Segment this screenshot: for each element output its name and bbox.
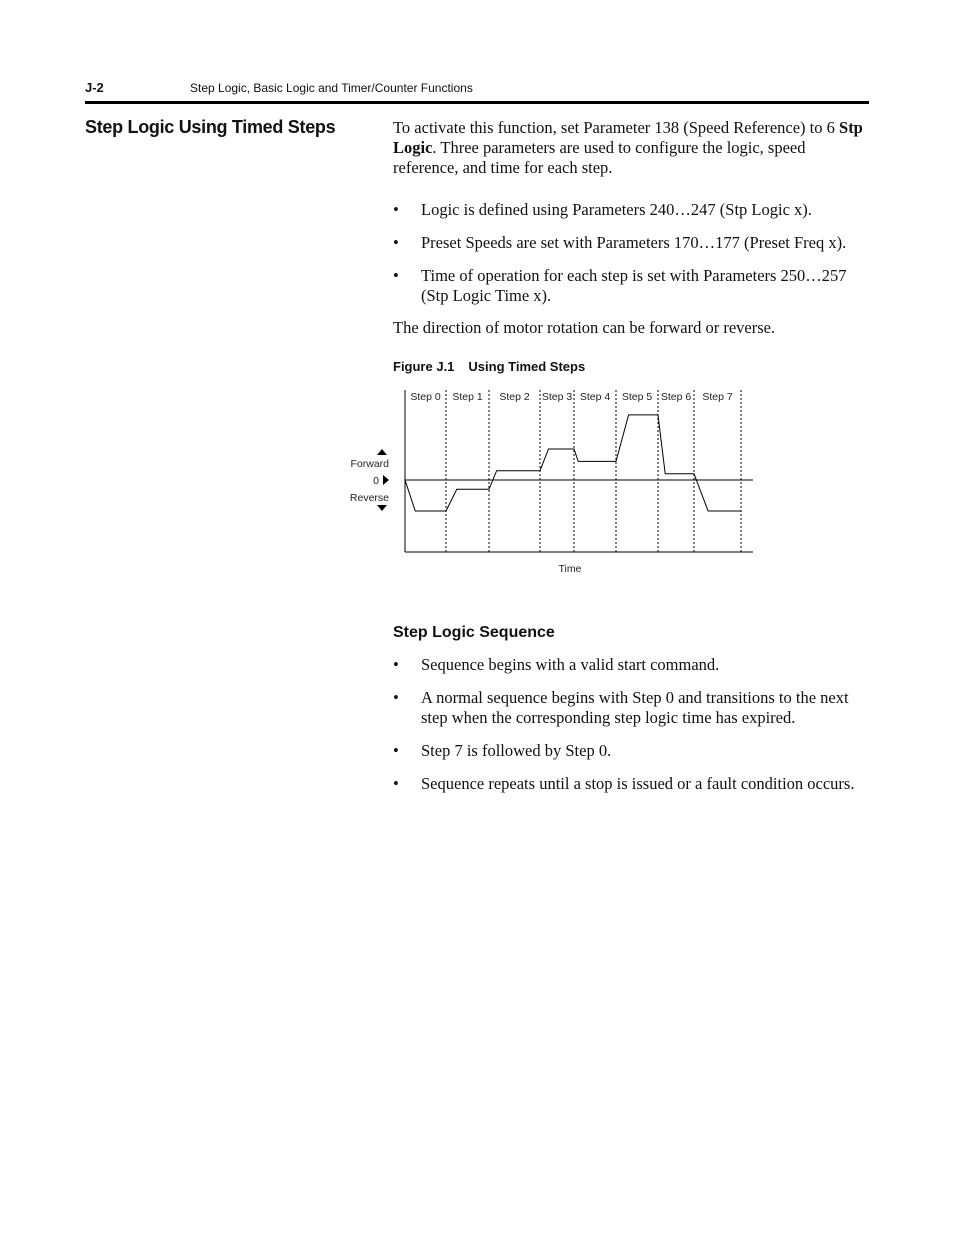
arrow-up-icon (377, 449, 387, 455)
figure-title: Using Timed Steps (468, 359, 586, 374)
speed-series-line (405, 415, 741, 511)
list-item (393, 741, 873, 761)
list-item-text: Sequence repeats until a stop is issued or a fault condition occurs. (421, 774, 855, 793)
step-label: Step 6 (660, 391, 692, 403)
y-label-forward: Forward (350, 458, 389, 470)
step-label: Step 4 (579, 391, 611, 403)
step-label: Step 2 (499, 391, 530, 403)
config-bullet-list (393, 200, 873, 319)
y-label-reverse: Reverse (349, 492, 389, 504)
direction-paragraph (393, 318, 873, 338)
page-number: J-2 (85, 80, 104, 95)
list-item-text: Logic is defined using Parameters 240…247 (Stp Logic x). (421, 200, 812, 219)
bullet-icon: • (393, 655, 399, 674)
list-item (393, 655, 873, 675)
running-title: Step Logic, Basic Logic and Timer/Counter Functions (190, 81, 473, 95)
list-item-text: Preset Speeds are set with Parameters 170…177 (Preset Freq x). (421, 233, 847, 252)
list-item (393, 200, 873, 220)
bullet-icon: • (393, 200, 399, 219)
step-label: Step 5 (621, 391, 653, 403)
step-label: Step 1 (452, 391, 483, 403)
x-axis-label: Time (558, 563, 582, 575)
intro-text-1: To activate this function, set Parameter 138 (Speed Reference) to 6 (393, 118, 840, 137)
step-label: Step 7 (702, 391, 733, 403)
list-item-text: Step 7 is followed by Step 0. (421, 741, 612, 760)
intro-text-2: . Three parameters are used to configure the logic, speed reference, and time for each step. (393, 138, 806, 177)
step-label: Step 0 (410, 391, 441, 403)
bullet-icon: • (393, 774, 399, 793)
figure-caption (393, 359, 585, 374)
list-item-text: A normal sequence begins with Step 0 and transitions to the next step when the corresponding step logic time has expired. (421, 688, 849, 727)
list-item (393, 233, 873, 253)
list-item-text: Sequence begins with a valid start command. (421, 655, 720, 674)
arrow-right-icon (383, 475, 389, 485)
y-label-zero: 0 (373, 475, 379, 487)
section-title: Step Logic Using Timed Steps (85, 117, 336, 137)
sequence-title: Step Logic Sequence (393, 624, 555, 641)
figure-label: Figure J.1 (393, 359, 455, 374)
step-label: Step 3 (541, 391, 573, 403)
list-item (393, 774, 873, 794)
bullet-icon: • (393, 688, 399, 707)
list-item-text: Time of operation for each step is set with Parameters 250…257 (Stp Logic Time x). (421, 266, 847, 305)
header-rule (85, 101, 869, 104)
intro-paragraph (393, 118, 873, 178)
list-item (393, 266, 873, 306)
direction-text: The direction of motor rotation can be forward or reverse. (393, 318, 776, 337)
sequence-bullet-list (393, 655, 873, 807)
timed-steps-chart (340, 380, 770, 580)
bullet-icon: • (393, 266, 399, 285)
arrow-down-icon (377, 505, 387, 511)
bullet-icon: • (393, 233, 399, 252)
intro-bold: Stp Logic (393, 118, 863, 157)
list-item (393, 688, 873, 728)
bullet-icon: • (393, 741, 399, 760)
